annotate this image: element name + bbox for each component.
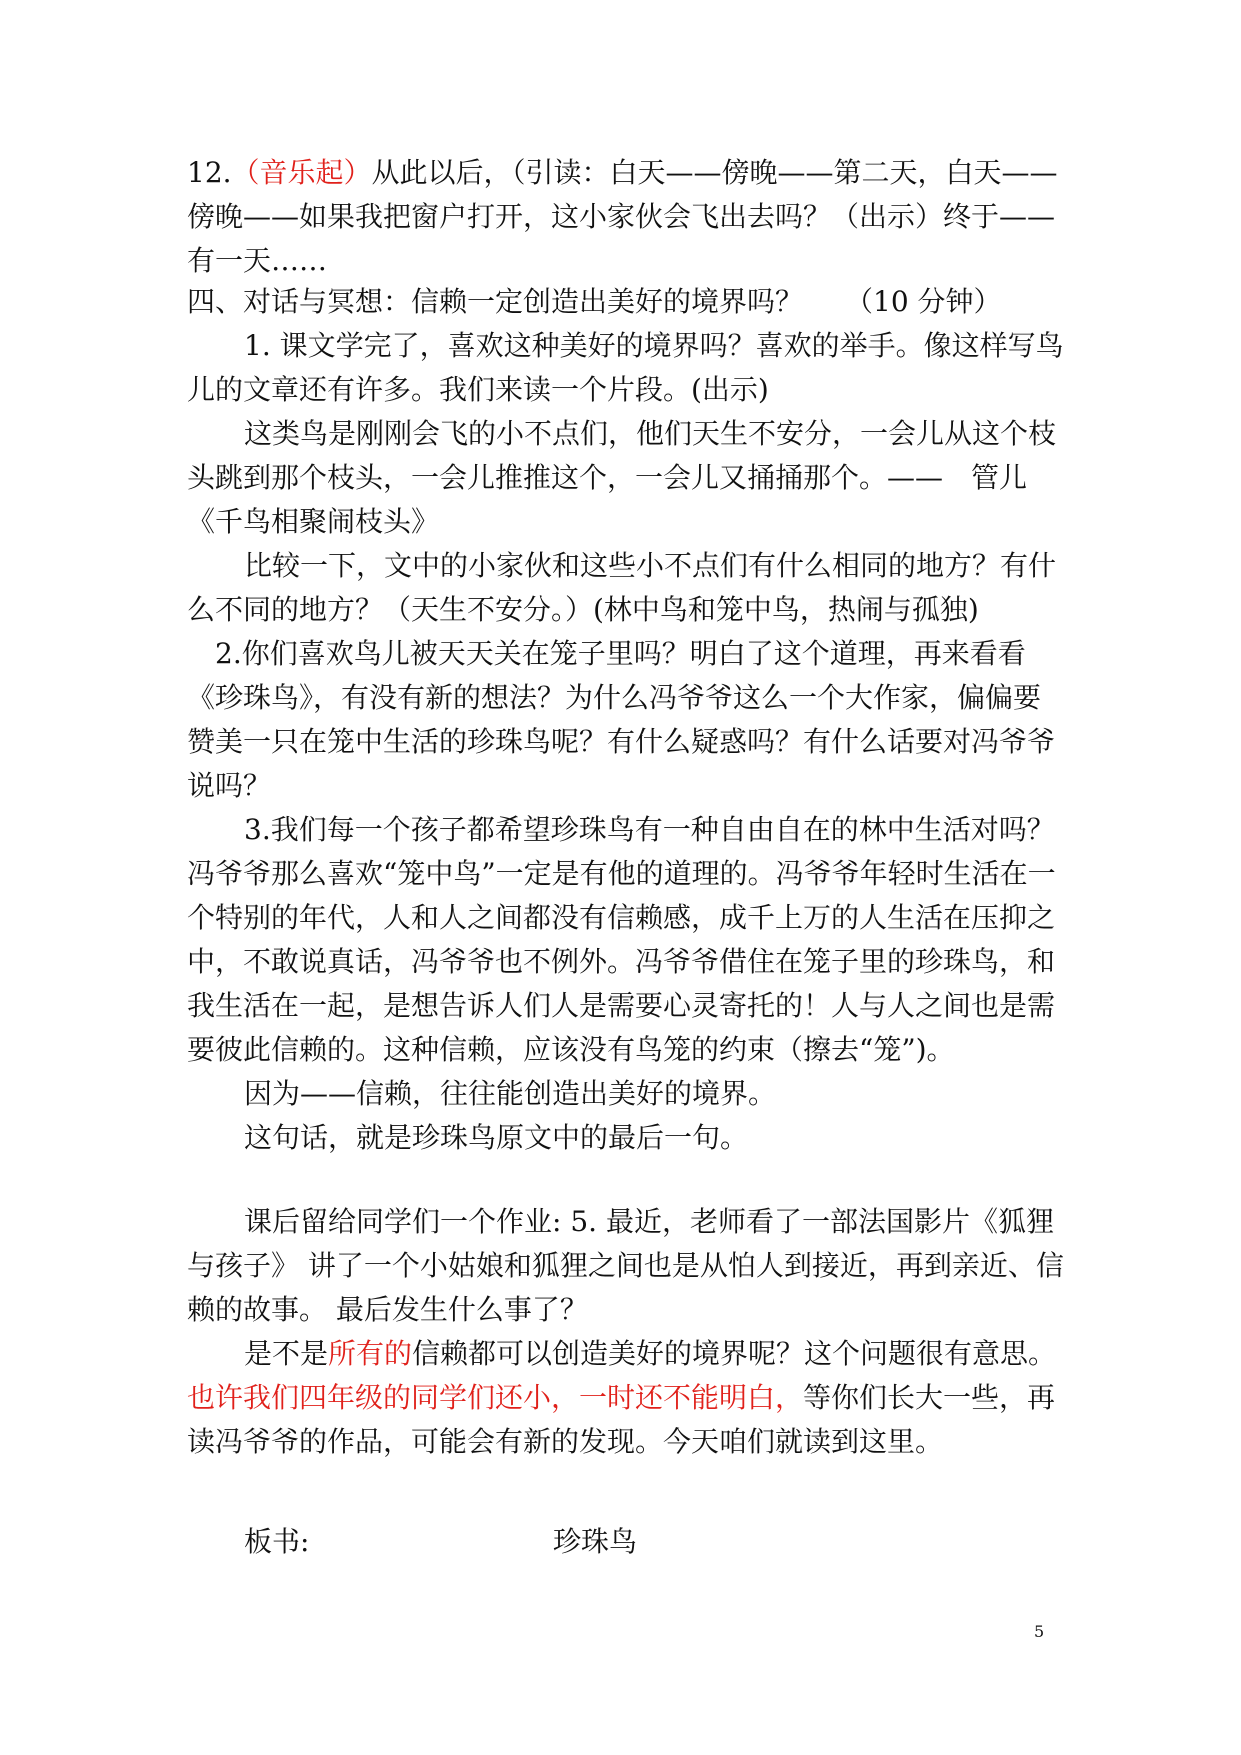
section-4-paragraph-1: 1. 课文学完了，喜欢这种美好的境界吗？喜欢的举手。像这样写鸟儿的文章还有许多。我们来读一个片段。(出示) [187,329,1064,406]
music-cue: （音乐起） [231,156,372,189]
section-4-paragraph-5: 3.我们每一个孩子都希望珍珠鸟有一种自由自在的林中生活对吗？冯爷爷那么喜欢“笼中鸟”一定是有他的道理的。冯爷爷年轻时生活在一个特别的年代，人和人之间都没有信赖感，成千上万的人生活在压抑之中，不敢说真话，冯爷爷也不例外。冯爷爷借住在笼子里的珍珠鸟，和我生活在一起，是想告诉人们人是需要心灵寄托的！人与人之间也是需要彼此信赖的。这种信赖，应该没有鸟笼的约束（擦去“笼”)。 [187,813,1056,1066]
homework-text-a: 是不是 [244,1337,329,1370]
section-4-paragraph-6: 因为——信赖，往往能创造出美好的境界。 [244,1077,777,1110]
section-4 [187,280,1067,1160]
section-4-quote: 这类鸟是刚刚会飞的小不点们，他们天生不安分，一会儿从这个枝头跳到那个枝头，一会儿推推这个，一会儿又捅捅那个。—— 管儿《千鸟相聚闹枝头》 [187,417,1057,538]
section-4-paragraph-3: 比较一下，文中的小家伙和这些小不点们有什么相同的地方？有什么不同的地方？（天生不安分。）(林中鸟和笼中鸟，热闹与孤独) [187,549,1057,626]
homework-highlight-1: 所有的 [328,1337,413,1370]
page-number: 5 [1034,1622,1045,1641]
section-12-text: 从此以后，（引读：白天——傍晚——第二天，白天——傍晚——如果我把窗户打开，这小家伙会飞出去吗？（出示）终于——有一天…… [187,156,1058,277]
section-4-paragraph-4: 2.你们喜欢鸟儿被天天关在笼子里吗？明白了这个道理，再来看看《珍珠鸟》，有没有新的想法？为什么冯爷爷这么一个大作家，偏偏要赞美一只在笼中生活的珍珠鸟呢？有什么疑惑吗？有什么话要对冯爷爷说吗？ [187,637,1056,802]
board-title: 珍珠鸟 [553,1525,638,1558]
homework-paragraph-1: 课后留给同学们一个作业: 5. 最近，老师看了一部法国影片《狐狸与孩子》 讲了一个小姑娘和狐狸之间也是从怕人到接近，再到亲近、信赖的故事。 最后发生什么事了？ [187,1205,1064,1326]
section-12-paragraph [187,151,1067,283]
homework-paragraph-2 [187,1332,1067,1464]
section-12-number: 12. [187,156,232,189]
section-12 [187,151,1067,283]
homework-section [187,1200,1067,1464]
board-label: 板书: [244,1525,310,1558]
homework-text-c: 等你们长大一些，再读冯爷爷的作品，可能会有新的发现。今天咱们就读到这里。 [187,1381,1056,1458]
section-4-paragraph-7: 这句话，就是珍珠鸟原文中的最后一句。 [244,1121,749,1154]
section-4-heading: 四、对话与冥想：信赖一定创造出美好的境界吗？ （10 分钟） [187,285,1002,318]
homework-highlight-2: 也许我们四年级的同学们还小，一时还不能明白， [187,1381,804,1414]
homework-text-b: 信赖都可以创造美好的境界呢？这个问题很有意思。 [412,1337,1057,1370]
